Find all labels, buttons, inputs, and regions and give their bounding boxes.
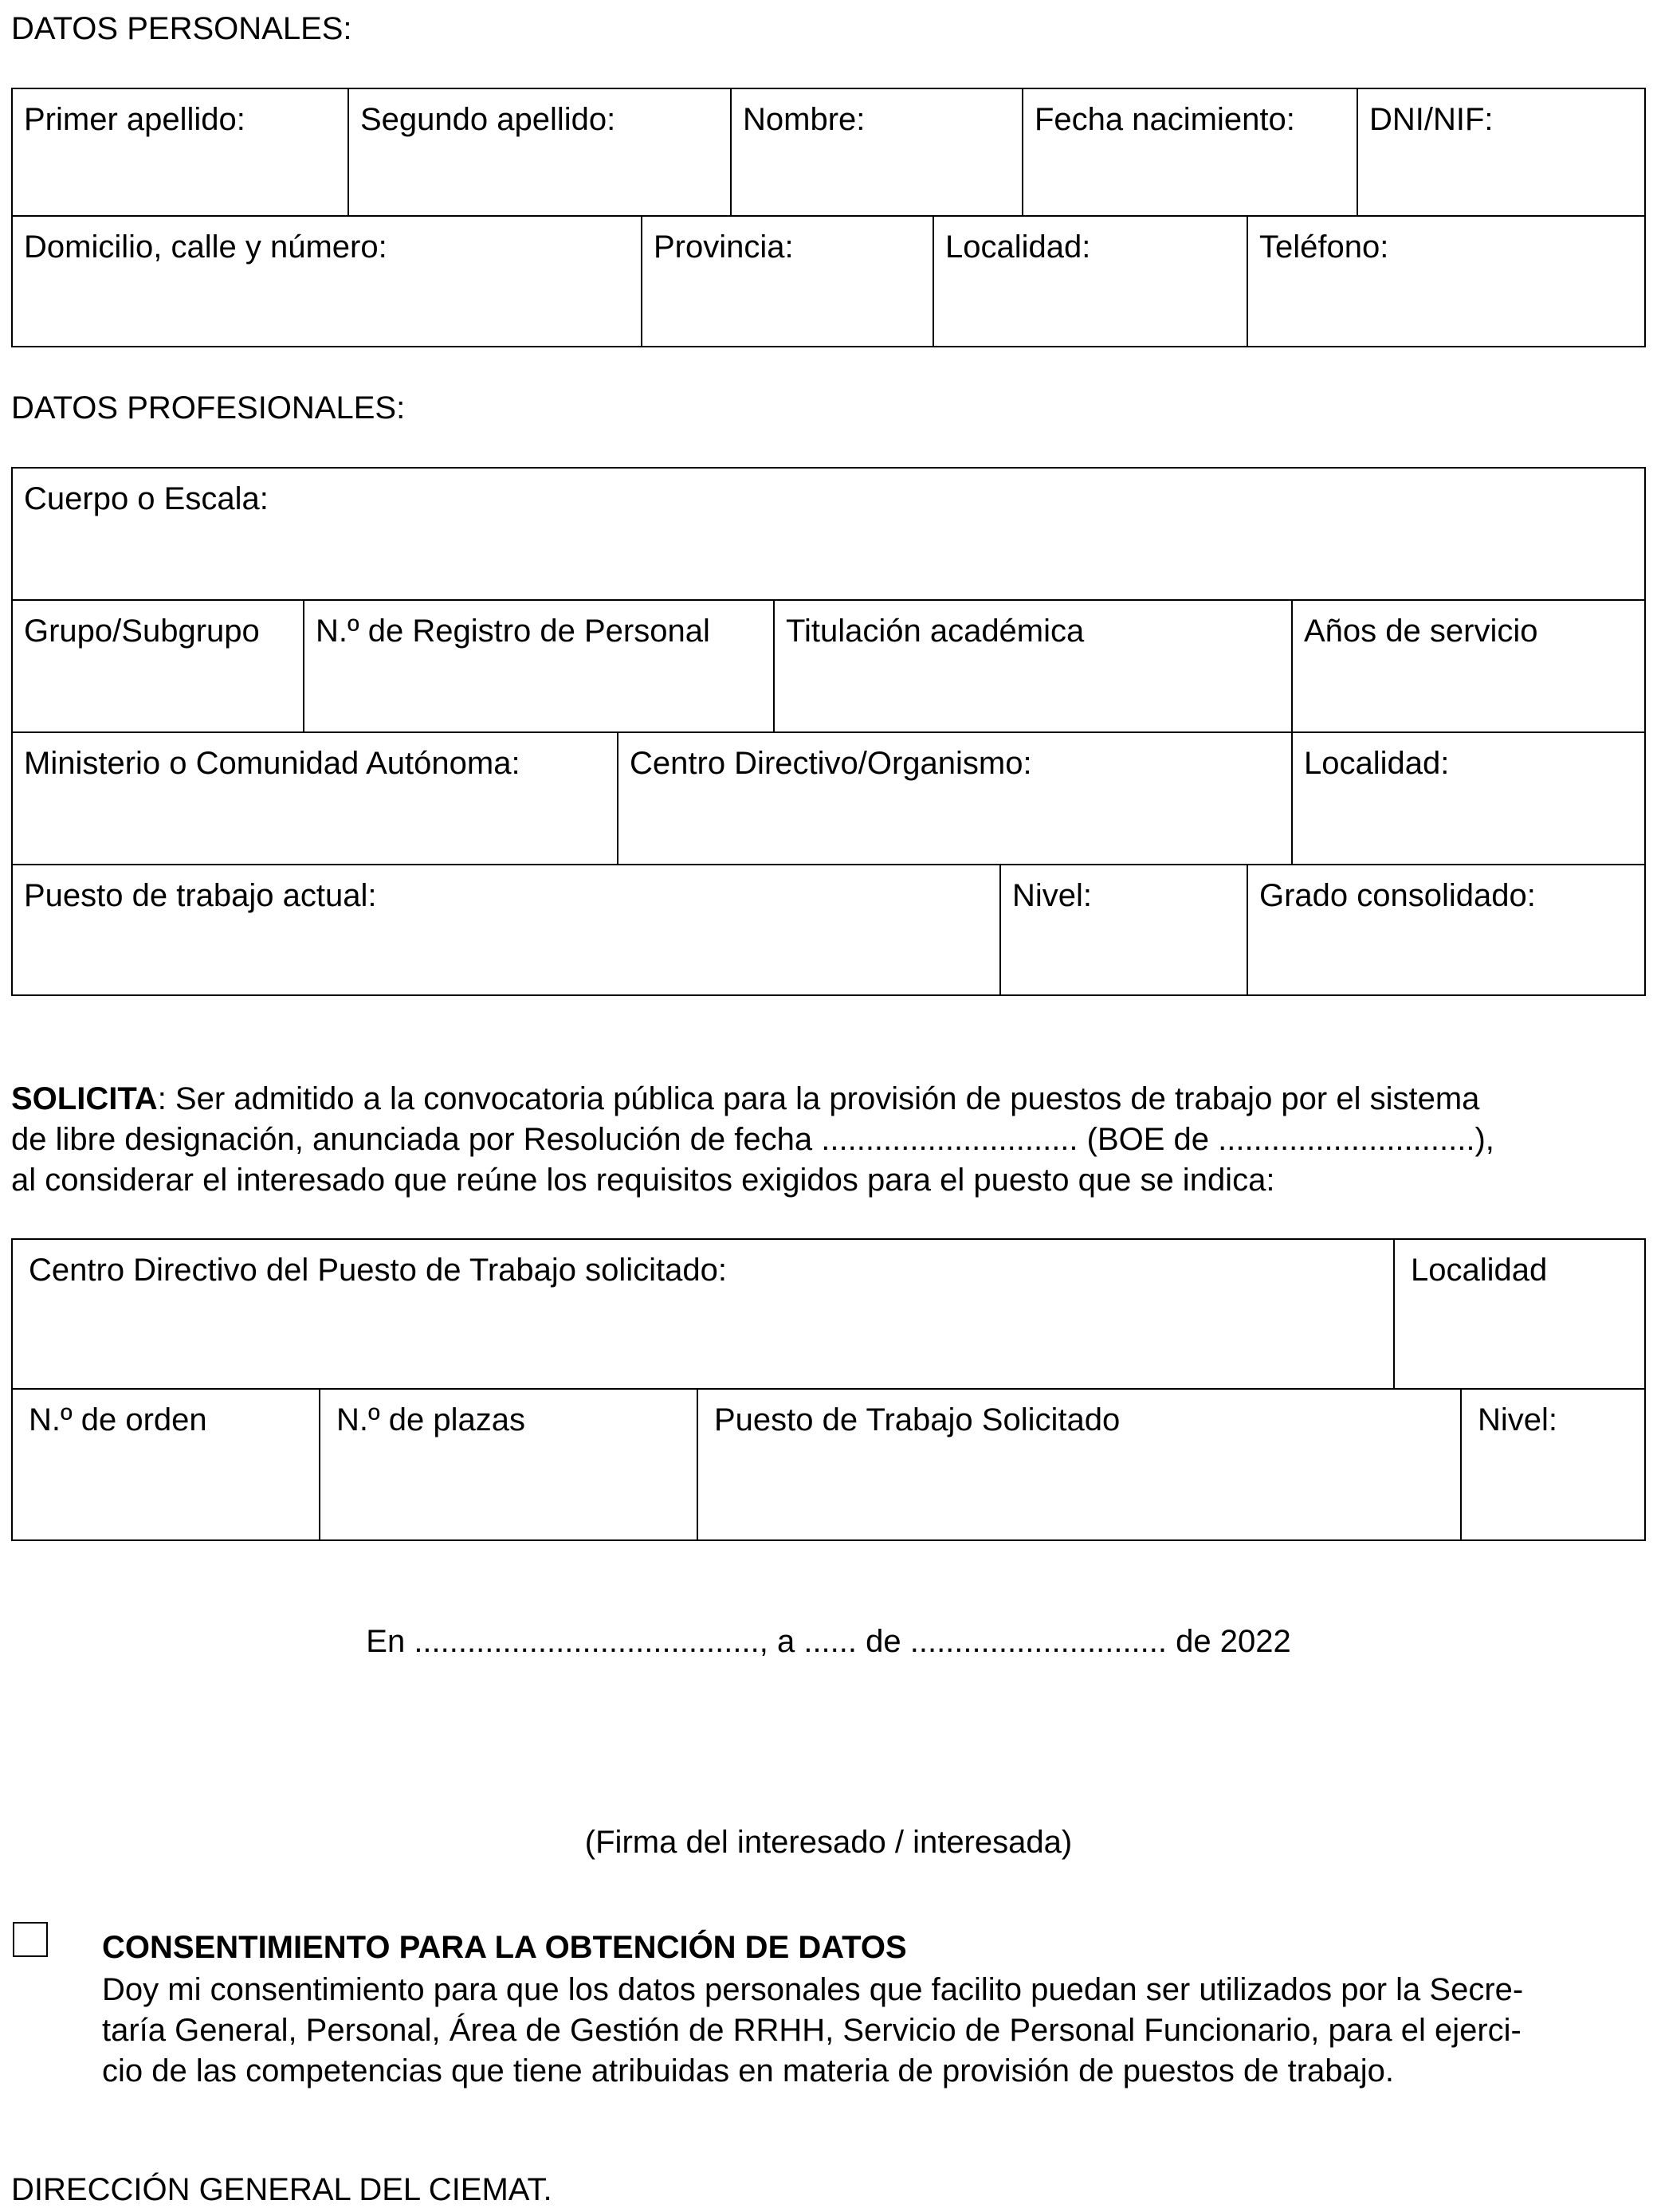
field-label: Nombre: [743, 102, 866, 137]
field-primer-apellido[interactable] [13, 89, 347, 215]
field-label: Titulación académica [786, 614, 1085, 649]
personal-data-table [11, 88, 1646, 347]
field-label: Localidad: [1304, 746, 1450, 781]
field-label: Localidad: [945, 229, 1091, 265]
footer-addressee: DIRECCIÓN GENERAL DEL CIEMAT. [11, 2172, 552, 2207]
field-label: Teléfono: [1259, 229, 1389, 265]
field-label: Fecha nacimiento: [1035, 102, 1295, 137]
requested-position-table [11, 1238, 1646, 1541]
field-label: Cuerpo o Escala: [24, 481, 269, 516]
field-label: Ministerio o Comunidad Autónoma: [24, 746, 520, 781]
field-fecha-nacimiento[interactable] [1023, 89, 1357, 215]
field-grupo-subgrupo[interactable] [13, 601, 303, 731]
field-registro-personal[interactable] [304, 601, 773, 731]
consent-line: Doy mi consentimiento para que los datos personales que facilito puedan ser utilizados por la Secre- [102, 1972, 1524, 2007]
field-label: Grupo/Subgrupo [24, 614, 260, 649]
field-label: Centro Directivo del Puesto de Trabajo solicitado: [29, 1253, 728, 1288]
field-localidad-profesional[interactable] [1293, 733, 1644, 864]
request-line: de libre designación, anunciada por Resolución de fecha ............................. (BOE de .............................), [11, 1122, 1494, 1157]
field-centro-directivo-solicitado[interactable] [13, 1240, 1393, 1388]
field-label: Provincia: [654, 229, 794, 265]
field-label: N.º de Registro de Personal [316, 614, 710, 649]
field-label: DNI/NIF: [1369, 102, 1494, 137]
date-line: En ......................................., a ...... de ............................. de 2022 [366, 1624, 1291, 1659]
section-heading-personal: DATOS PERSONALES: [11, 11, 352, 46]
field-domicilio[interactable] [13, 217, 641, 346]
field-numero-plazas[interactable] [320, 1390, 697, 1541]
field-nombre[interactable] [732, 89, 1022, 215]
field-grado-consolidado[interactable] [1248, 865, 1644, 996]
consent-block [102, 1928, 1648, 2092]
field-label: Segundo apellido: [360, 102, 616, 137]
field-label: Primer apellido: [24, 102, 245, 137]
request-paragraph [11, 1079, 1646, 1201]
field-label: Nivel: [1478, 1402, 1558, 1437]
field-nivel-solicitado[interactable] [1462, 1390, 1644, 1541]
field-segundo-apellido[interactable] [349, 89, 730, 215]
field-ministerio[interactable] [13, 733, 617, 864]
field-titulacion[interactable] [775, 601, 1291, 731]
field-numero-orden[interactable] [13, 1390, 319, 1541]
field-label: Puesto de trabajo actual: [24, 878, 377, 913]
request-line: al considerar el interesado que reúne los requisitos exigidos para el puesto que se indica: [11, 1163, 1275, 1198]
field-label: N.º de orden [29, 1402, 207, 1437]
field-localidad-solicitada[interactable] [1395, 1240, 1644, 1388]
field-puesto-actual[interactable] [13, 865, 999, 996]
field-label: Grado consolidado: [1259, 878, 1536, 913]
field-puesto-solicitado[interactable] [698, 1390, 1460, 1541]
consent-title: CONSENTIMIENTO PARA LA OBTENCIÓN DE DATOS [102, 1930, 907, 1965]
field-nivel[interactable] [1001, 865, 1247, 996]
signature-caption: (Firma del interesado / interesada) [584, 1825, 1073, 1860]
field-localidad[interactable] [934, 217, 1247, 346]
section-heading-professional: DATOS PROFESIONALES: [11, 390, 406, 426]
request-line: : Ser admitido a la convocatoria pública para la provisión de puestos de trabajo por el sistema [157, 1081, 1480, 1116]
field-label: N.º de plazas [336, 1402, 525, 1437]
field-label: Centro Directivo/Organismo: [630, 746, 1032, 781]
consent-line: taría General, Personal, Área de Gestión de RRHH, Servicio de Personal Funcionario, para el ejerci- [102, 2013, 1522, 2048]
professional-data-table [11, 467, 1646, 996]
field-provincia[interactable] [642, 217, 933, 346]
field-label: Años de servicio [1304, 614, 1538, 649]
consent-line: cio de las competencias que tiene atribuidas en materia de provisión de puestos de trabajo. [102, 2053, 1394, 2088]
consent-checkbox[interactable] [13, 1922, 48, 1957]
field-label: Localidad [1411, 1253, 1548, 1288]
request-keyword: SOLICITA [11, 1081, 158, 1116]
field-centro-directivo[interactable] [618, 733, 1291, 864]
field-label: Domicilio, calle y número: [24, 229, 387, 265]
field-label: Puesto de Trabajo Solicitado [714, 1402, 1121, 1437]
field-label: Nivel: [1012, 878, 1093, 913]
field-telefono[interactable] [1248, 217, 1644, 346]
field-anos-servicio[interactable] [1293, 601, 1644, 731]
field-dni-nif[interactable] [1358, 89, 1644, 215]
field-cuerpo-escala[interactable] [13, 469, 1644, 599]
